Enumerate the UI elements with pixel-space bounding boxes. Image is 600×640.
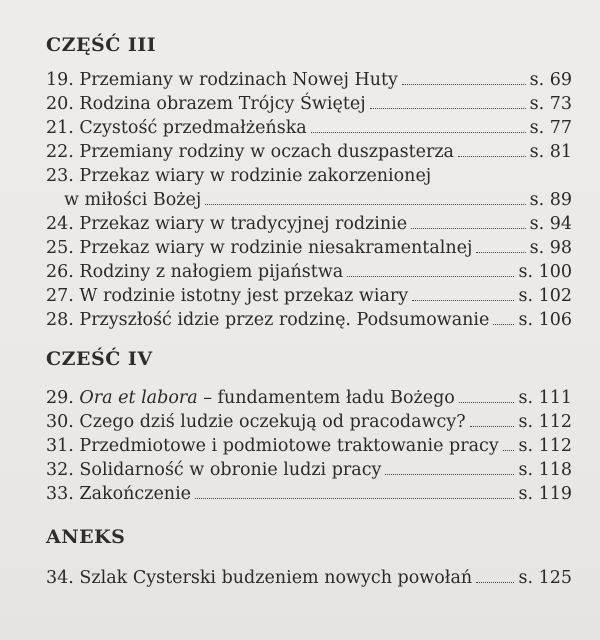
entry-page: s. 119 — [518, 484, 572, 504]
entry-title: Przekaz wiary w rodzinie niesakramentalnej — [79, 238, 473, 258]
dot-leader — [470, 411, 515, 427]
entry-number: 23. — [46, 166, 74, 186]
entry-title: Szlak Cysterski budzeniem nowych powołań — [79, 568, 473, 588]
dot-leader — [458, 141, 526, 157]
toc-entry-31 — [46, 434, 572, 458]
toc-entry-32 — [46, 458, 572, 482]
entry-page: s. 89 — [529, 190, 572, 210]
entry-title: Zakończenie — [79, 484, 192, 504]
entry-page: s. 81 — [529, 142, 572, 162]
entry-title: Czego dziś ludzie oczekują od pracodawcy? — [79, 412, 466, 432]
entry-title: Przekaz wiary w rodzinie zakorzenionej — [79, 166, 432, 186]
entry-number: 30. — [46, 412, 74, 432]
dot-leader — [476, 567, 514, 583]
toc-entry-29 — [46, 386, 572, 410]
entry-number: 28. — [46, 310, 74, 330]
toc-entry-25 — [46, 236, 572, 260]
entry-title: Przemiany w rodzinach Nowej Huty — [79, 70, 398, 90]
toc-entry-20 — [46, 92, 572, 116]
entry-page: s. 118 — [518, 460, 572, 480]
dot-leader — [459, 387, 515, 403]
entry-title: Czystość przedmałżeńska — [79, 118, 307, 138]
entry-title: Przemiany rodziny w oczach duszpasterza — [79, 142, 454, 162]
entry-number: 27. — [46, 286, 74, 306]
dot-leader — [476, 237, 525, 253]
toc-entry-24 — [46, 212, 572, 236]
entry-number: 26. — [46, 262, 74, 282]
toc-entry-26 — [46, 260, 572, 284]
entry-number: 24. — [46, 214, 74, 234]
section-heading-part-3: CZĘŚĆ III — [46, 34, 157, 56]
toc-entry-22 — [46, 140, 572, 164]
dot-leader — [411, 213, 526, 229]
dot-leader — [195, 483, 514, 499]
entry-page: s. 100 — [518, 262, 572, 282]
entry-number: 33. — [46, 484, 74, 504]
entry-number: 25. — [46, 238, 74, 258]
toc-entry-23-continuation — [64, 188, 572, 212]
entry-title: Rodziny z nałogiem pijaństwa — [79, 262, 344, 282]
toc-entry-19 — [46, 68, 572, 92]
entry-title-italic: Ora et labora — [79, 388, 198, 408]
entry-number: 34. — [46, 568, 74, 588]
entry-page: s. 102 — [518, 286, 572, 306]
toc-entry-21 — [46, 116, 572, 140]
toc-entry-27 — [46, 284, 572, 308]
toc-entry-34 — [46, 566, 572, 590]
entry-title: – fundamentem ładu Bożego — [197, 388, 455, 408]
toc-entry-30 — [46, 410, 572, 434]
entry-title: Rodzina obrazem Trójcy Świętej — [79, 94, 366, 114]
dot-leader — [493, 309, 514, 325]
entry-title: Przedmiotowe i podmiotowe traktowanie pracy — [79, 436, 499, 456]
dot-leader — [402, 69, 526, 85]
dot-leader — [385, 459, 514, 475]
dot-leader — [503, 435, 515, 451]
entry-number: 21. — [46, 118, 74, 138]
entry-page: s. 112 — [518, 412, 572, 432]
entry-page: s. 111 — [518, 388, 572, 408]
entry-page: s. 69 — [529, 70, 572, 90]
entry-number: 29. — [46, 388, 74, 408]
entry-page: s. 73 — [529, 94, 572, 114]
entry-number: 31. — [46, 436, 74, 456]
entry-title: Przekaz wiary w tradycyjnej rodzinie — [79, 214, 408, 234]
entry-page: s. 125 — [518, 568, 572, 588]
toc-entry-23 — [46, 164, 431, 188]
dot-leader — [370, 93, 526, 109]
dot-leader — [412, 285, 514, 301]
dot-leader — [205, 189, 525, 205]
toc-entry-33 — [46, 482, 572, 506]
entry-title: Przyszłość idzie przez rodzinę. Podsumowanie — [79, 310, 490, 330]
entry-page: s. 112 — [518, 436, 572, 456]
entry-page: s. 94 — [529, 214, 572, 234]
entry-page: s. 98 — [529, 238, 572, 258]
entry-number: 22. — [46, 142, 74, 162]
entry-title: W rodzinie istotny jest przekaz wiary — [79, 286, 409, 306]
entry-page: s. 106 — [518, 310, 572, 330]
section-heading-annex: ANEKS — [46, 526, 126, 548]
entry-number: 32. — [46, 460, 74, 480]
section-heading-part-4: CZEŚĆ IV — [46, 348, 153, 370]
toc-entry-28 — [46, 308, 572, 332]
entry-title-continuation: w miłości Bożej — [64, 190, 202, 210]
entry-page: s. 77 — [529, 118, 572, 138]
entry-number: 20. — [46, 94, 74, 114]
entry-number: 19. — [46, 70, 74, 90]
entry-title: Solidarność w obronie ludzi pracy — [79, 460, 382, 480]
dot-leader — [311, 117, 526, 133]
dot-leader — [347, 261, 514, 277]
